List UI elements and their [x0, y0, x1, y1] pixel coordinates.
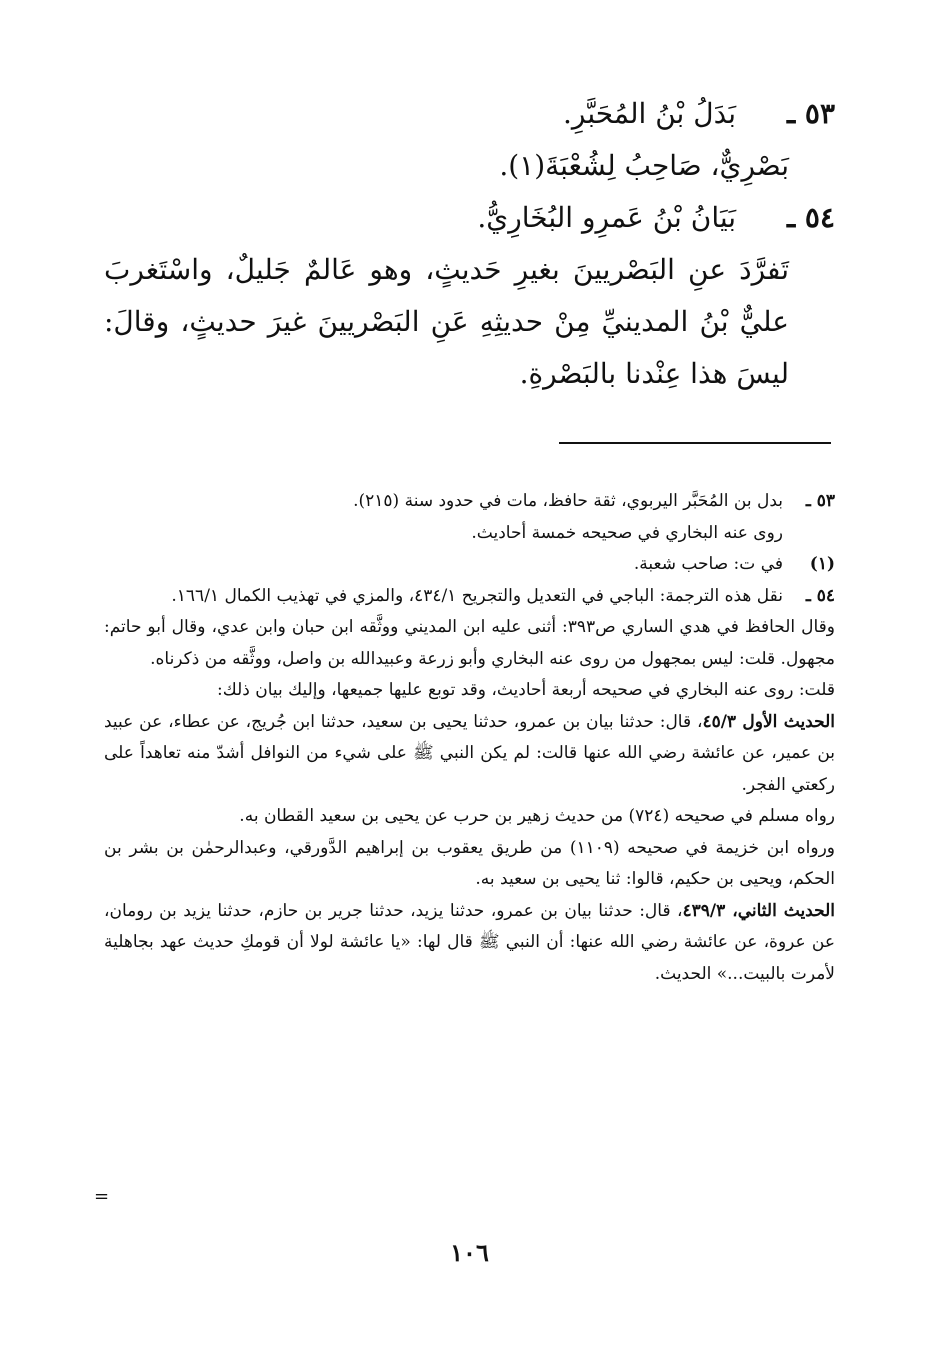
footnote-text: بدل بن المُحَبَّر اليربوي، ثقة حافظ، مات في حدود سنة (٢١٥). — [353, 491, 783, 511]
page-number: ١٠٦ — [450, 1238, 489, 1267]
entry-number: ٥٣ ـ — [786, 97, 835, 130]
hadith-2 — [104, 896, 835, 991]
entry-name: بَيَانُ بْنُ عَمرِو البُخَارِيُّ. — [477, 201, 737, 234]
hadith-text: ، قال: حدثنا بيان بن عمرو، حدثنا يزيد، حدثنا جرير بن حازم، حدثنا يزيد بن رومان، عن عروة، عن عائشة رضي الله عنها: أن النبي ﷺ قال لها: «يا عائشة لولا أن قومكِ حديث عهد بجاهلية لأمرت بالبيت...» الحديث. — [104, 900, 835, 984]
footnote-1 — [104, 549, 835, 581]
footnote-paragraph: رواه مسلم في صحيحه (٧٢٤) من حديث زهير بن حرب عن يحيى بن سعيد القطان به. — [239, 806, 835, 826]
footnote-separator — [559, 442, 831, 444]
footnote-number: ٥٤ ـ — [805, 585, 835, 606]
footnote-number: (١) — [809, 554, 835, 574]
footnote-number: ٥٣ ـ — [805, 491, 835, 511]
main-text — [104, 88, 835, 400]
footnote-text: روى عنه البخاري في صحيحه خمسة أحاديث. — [471, 522, 783, 543]
entry-54 — [104, 192, 835, 400]
entry-text: تَفرَّدَ عنِ البَصْريينَ بغيرِ حَديثٍ، وهو عَالمٌ جَليلٌ، واسْتَغربَ عليٌّ بْنُ المدينيِّ مِنْ حديثِهِ عَنِ البَصْريينَ غيرَ حديثٍ، وقالَ: ليسَ هذا عِنْدنا بالبَصْرةِ. — [104, 253, 789, 390]
hadith-label: الحديث الأول ٤٥/٣ — [702, 711, 835, 732]
footnote-53 — [104, 486, 835, 549]
footnote-text: نقل هذه الترجمة: الباجي في التعديل والتجريح ٤٣٤/١، والمزي في تهذيب الكمال ١٦٦/١. — [171, 585, 783, 606]
footnote-paragraph: وقال الحافظ في هدي الساري ص٣٩٣: أثنى عليه ابن المديني ووثَّقه ابن حبان وابن عدي، وقال أبو حاتم: مجهول. قلت: ليس بمجهول من روى عنه البخاري وأبو زرعة وعبيدالله بن واصل، ووثَّقه من ذكرناه. — [104, 617, 835, 669]
hadith-label: الحديث الثاني، ٤٣٩/٣ — [682, 900, 835, 921]
footnote-text: في ت: صاحب شعبة. — [633, 554, 783, 574]
hadith-text: ، قال: حدثنا بيان بن عمرو، حدثنا يحيى بن سعيد، حدثنا ابن جُريج، عن عطاء، عن عبيد بن عمير، عن عائشة رضي الله عنها قالت: لم يكن النبي ﷺ على شيء من النوافل أشدّ منه تعاهداً على ركعتي الفجر. — [104, 711, 835, 795]
continuation-mark: = — [94, 1186, 110, 1207]
entry-name: بَدَلُ بْنُ المُحَبَّرِ. — [562, 97, 737, 130]
footnotes — [104, 486, 835, 990]
entry-text: بَصْرِيٌّ، صَاحِبُ لِشُعْبَةَ(١). — [499, 149, 789, 182]
hadith-1 — [104, 707, 835, 802]
entry-53 — [104, 88, 835, 192]
footnote-paragraph: ورواه ابن خزيمة في صحيحه (١١٠٩) من طريق يعقوب بن إبراهيم الدَّورقي، وعبدالرحمٰن بن بشر بن الحكم، ويحيى بن حكيم، قالوا: ثنا يحيى بن سعيد به. — [104, 837, 835, 889]
entry-number: ٥٤ ـ — [786, 201, 835, 234]
footnote-54 — [104, 581, 835, 613]
footnote-paragraph: قلت: روى عنه البخاري في صحيحه أربعة أحاديث، وقد توبع عليها جميعها، وإليك بيان ذلك: — [217, 680, 835, 700]
